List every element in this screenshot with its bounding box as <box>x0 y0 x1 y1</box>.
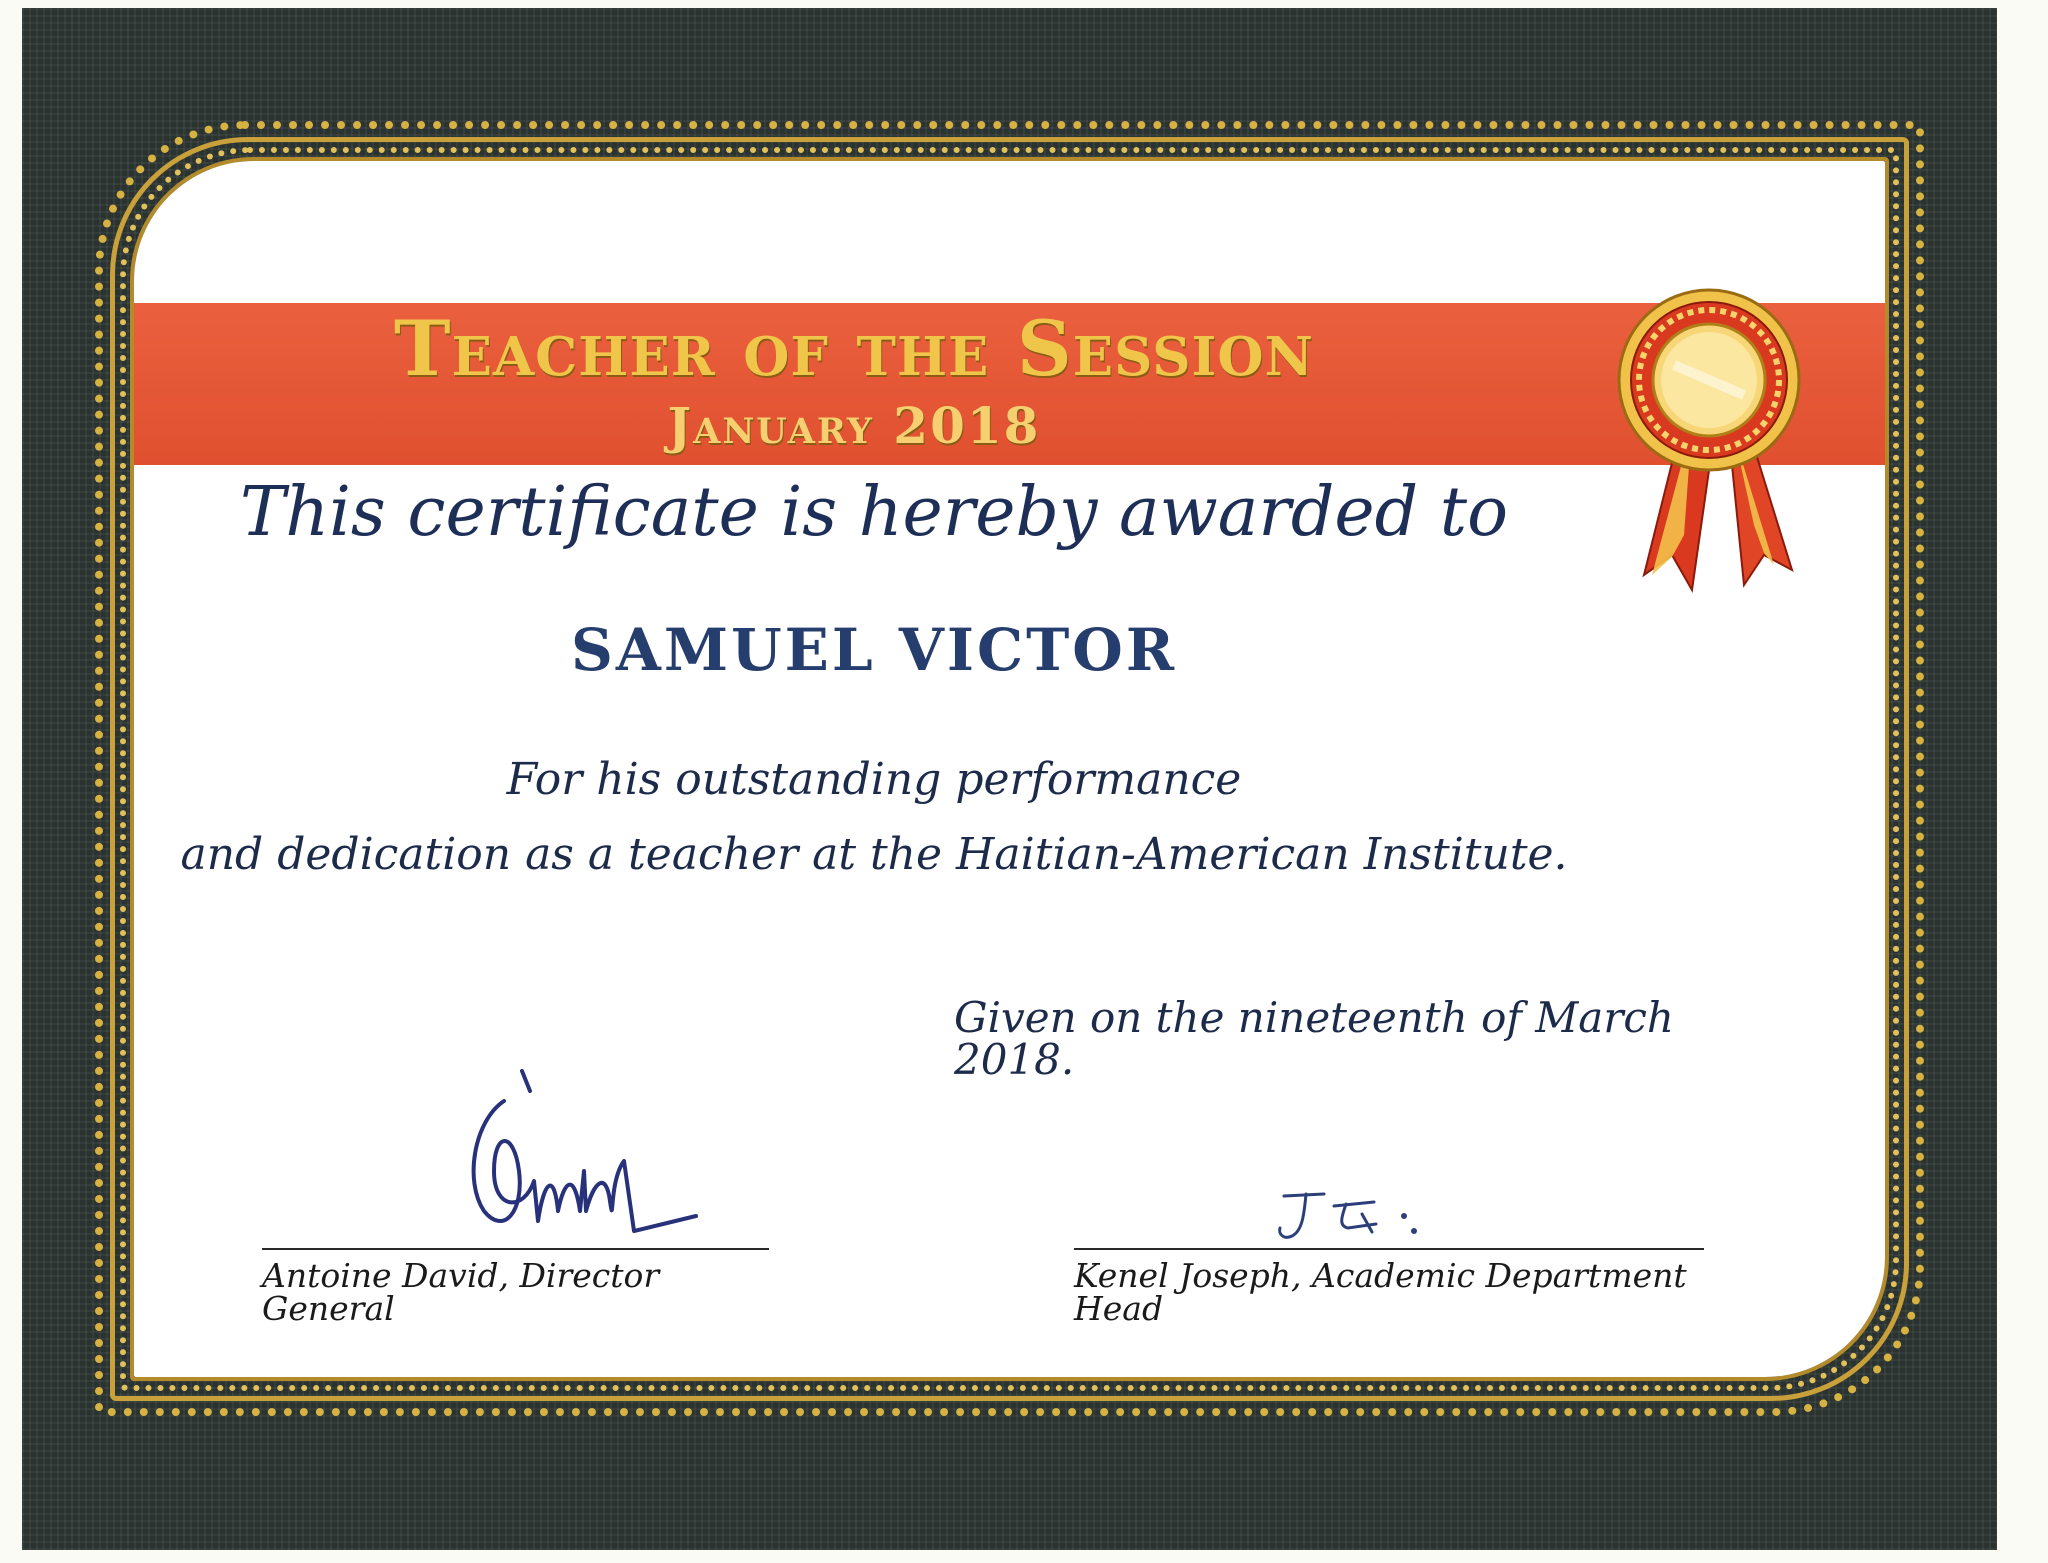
reason-line-2: and dedication as a teacher at the Haitian-American Institute. <box>180 829 1568 880</box>
signatory-left: Antoine David, Director General <box>262 1256 660 1328</box>
signatory-right: Kenel Joseph, Academic Department Head <box>1074 1256 1687 1328</box>
signature-right-icon <box>1264 1186 1444 1256</box>
given-date: Given on the nineteenth of March 2018. <box>954 993 1674 1084</box>
awarded-line: This certificate is hereby awarded to <box>239 473 1509 552</box>
reason-line-1: For his outstanding performance <box>506 754 1242 805</box>
signature-line-left <box>262 1248 769 1250</box>
signature-left-icon <box>434 1061 734 1261</box>
certificate-subtitle: January 2018 <box>667 396 1041 455</box>
recipient-name: SAMUEL VICTOR <box>570 616 1178 684</box>
award-rosette-icon <box>1614 285 1804 600</box>
signature-line-right <box>1074 1248 1704 1250</box>
certificate-title: Teacher of the Session <box>394 304 1314 393</box>
